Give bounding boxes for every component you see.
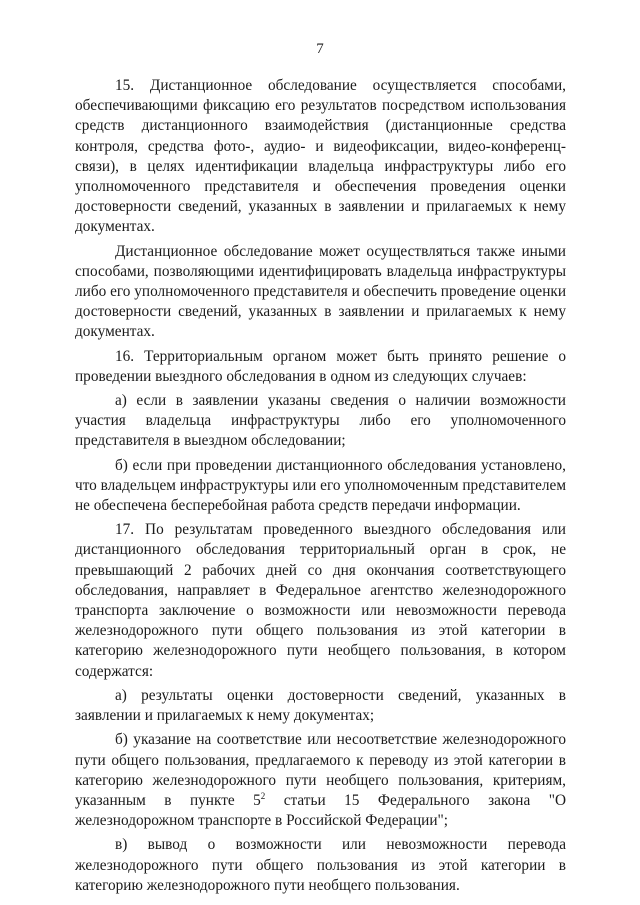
paragraph-17-b-text-start: б) указание на соответствие или несоответствие железнодорожного пути общего пользования, предлагаемого к переводу из этой категории в категорию железнодорожного пути необщего пользования, критериям, указанным в пункте 5 bbox=[75, 731, 566, 809]
paragraph-16: 16. Территориальным органом может быть принято решение о проведении выездного обследования в одном из следующих случаев: bbox=[75, 347, 566, 385]
paragraph-16-b: б) если при проведении дистанционного обследования установлено, что владельцем инфраструктуры или его уполномоченным представителем не обеспечена бесперебойная работа средств передачи информации. bbox=[75, 456, 567, 515]
document-body bbox=[75, 76, 566, 900]
paragraph-17-a: а) результаты оценки достоверности сведений, указанных в заявлении и прилагаемых к нему документах; bbox=[75, 686, 566, 725]
page-number: 7 bbox=[316, 41, 324, 57]
superscript-reference: 2 bbox=[260, 790, 266, 801]
paragraph-17-c: в) вывод о возможности или невозможности перевода железнодорожного пути общего пользования из этой категории в категорию железнодорожного пути необщего пользования. bbox=[75, 836, 566, 894]
paragraph-15: 15. Дистанционное обследование осуществляется способами, обеспечивающими фиксацию его результатов посредством использования средств дистанционного взаимодействия (дистанционные средства контроля, средства фото-, аудио- и видеофиксации, видео-конференц-связи), в целях идентификации владельца инфраструктуры либо его уполномоченного представителя и обеспечения проведения оценки достоверности сведений, указанных в заявлении и прилагаемых к нему документах. bbox=[75, 77, 566, 236]
paragraph-17-b-text-end: статьи 15 Федерального закона "О железнодорожном транспорте в Российской Федерации"; bbox=[75, 791, 566, 830]
paragraph-15-continued: Дистанционное обследование может осуществляться также иными способами, позволяющими идентифицировать владельца инфраструктуры либо его уполномоченного представителя и обеспечить проведение оценки достоверности сведений, указанных в заявлении и прилагаемых к нему документах. bbox=[75, 242, 566, 341]
paragraph-17: 17. По результатам проведенного выездного обследования или дистанционного обследования территориальный орган в срок, не превышающий 2 рабочих дней со дня окончания соответствующего обследования, направляет в Федеральное агентство железнодорожного транспорта заключение о возможности или невозможности перевода железнодорожного пути общего пользования из этой категории в категорию железнодорожного пути необщего пользования, в котором содержатся: bbox=[75, 521, 566, 680]
paragraph-16-a: а) если в заявлении указаны сведения о наличии возможности участия владельца инфраструктуры либо его уполномоченного представителя в выездном обследовании; bbox=[75, 392, 566, 450]
paragraph-17-b bbox=[75, 730, 566, 831]
